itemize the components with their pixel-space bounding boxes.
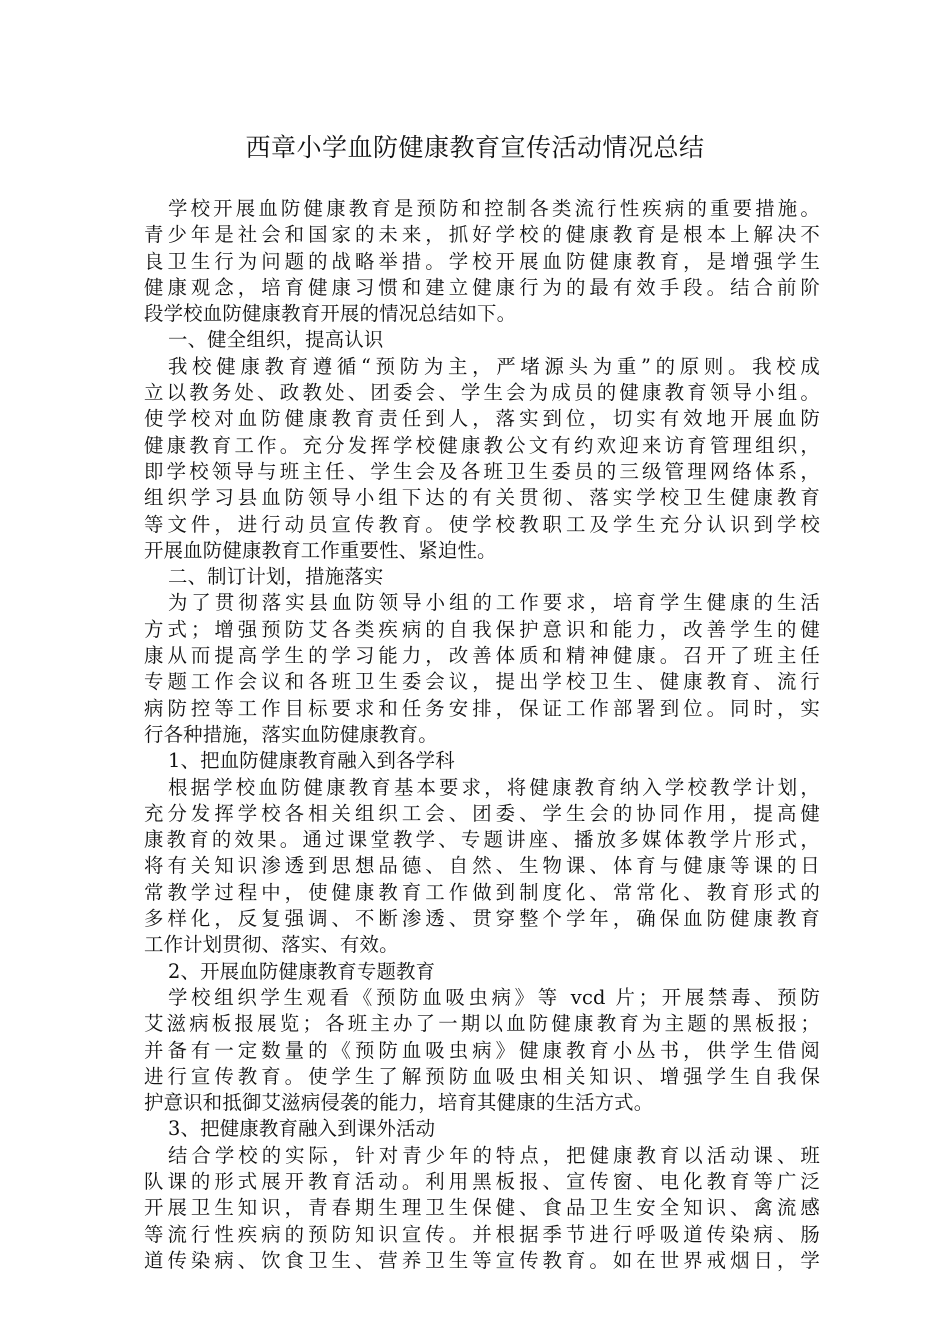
text-line: 段学校血防健康教育开展的情况总结如下。 [144,302,517,326]
document-title: 西章小学血防健康教育宣传活动情况总结 [245,133,705,162]
text-line: 为了贯彻落实县血防领导小组的工作要求，培育学生健康的生活 [168,591,820,615]
text-line: 艾滋病板报展览；各班主办了一期以血防健康教育为主题的黑板报； [144,1012,820,1036]
text-line: 康教育的效果。通过课堂教学、专题讲座、播放多媒体教学片形式， [144,828,820,852]
text-line: 病防控等工作目标要求和任务安排，保证工作部署到位。同时，实 [144,696,820,720]
text-line: 常教学过程中，使健康教育工作做到制度化、常常化、教育形式的 [144,880,820,904]
text-line: 行各种措施，落实血防健康教育。 [144,722,438,746]
text-line: 方式；增强预防艾各类疾病的自我保护意识和能力，改善学生的健 [144,617,820,641]
text-line: 队课的形式展开教育活动。利用黑板报、宣传窗、电化教育等广泛 [144,1169,820,1193]
text-line: 健康观念，培育健康习惯和建立健康行为的最有效手段。结合前阶 [144,275,820,299]
text-line: 结合学校的实际，针对青少年的特点，把健康教育以活动课、班 [168,1143,820,1167]
section-heading: 二、制订计划，措施落实 [168,565,384,589]
text-line: 组织学习县血防领导小组下达的有关贯彻、落实学校卫生健康教育 [144,486,820,510]
text-line: 康从而提高学生的学习能力，改善体质和精神健康。召开了班主任 [144,644,820,668]
text-line: 立以教务处、政教处、团委会、学生会为成员的健康教育领导小组。 [144,381,820,405]
text-line: 道传染病、饮食卫生、营养卫生等宣传教育。如在世界戒烟日，学 [144,1248,820,1272]
text-line: 进行宣传教育。使学生了解预防血吸虫相关知识、增强学生自我保 [144,1064,820,1088]
text-line: 并备有一定数量的《预防血吸虫病》健康教育小丛书，供学生借阅 [144,1038,820,1062]
subsection-heading: 2、开展血防健康教育专题教育 [168,959,436,983]
text-line: 学校组织学生观看《预防血吸虫病》等 vcd 片；开展禁毒、预防 [168,985,820,1009]
section-heading: 一、健全组织，提高认识 [168,328,384,352]
text-line: 专题工作会议和各班卫生委会议，提出学校卫生、健康教育、流行 [144,670,820,694]
text-line: 根据学校血防健康教育基本要求，将健康教育纳入学校教学计划， [168,775,820,799]
text-line: 护意识和抵御艾滋病侵袭的能力，培育其健康的生活方式。 [144,1091,654,1115]
text-line: 开展卫生知识，青春期生理卫生保健、食品卫生安全知识、禽流感 [144,1196,820,1220]
text-line: 等流行性疾病的预防知识宣传。并根据季节进行呼吸道传染病、肠 [144,1222,820,1246]
text-line: 我校健康教育遵循“预防为主，严堵源头为重”的原则。我校成 [168,354,820,378]
text-line: 工作计划贯彻、落实、有效。 [144,933,399,957]
text-line: 青少年是社会和国家的未来，抓好学校的健康教育是根本上解决不 [144,223,820,247]
text-line: 即学校领导与班主任、学生会及各班卫生委员的三级管理网络体系， [144,459,820,483]
text-line: 使学校对血防健康教育责任到人，落实到位，切实有效地开展血防 [144,407,820,431]
text-line: 多样化，反复强调、不断渗透、贯穿整个学年，确保血防健康教育 [144,907,820,931]
text-line: 充分发挥学校各相关组织工会、团委、学生会的协同作用，提高健 [144,801,820,825]
document-body [144,196,820,1274]
text-line: 将有关知识渗透到思想品德、自然、生物课、体育与健康等课的日 [144,854,820,878]
text-line: 等文件，进行动员宣传教育。使学校教职工及学生充分认识到学校 [144,512,820,536]
subsection-heading: 1、把血防健康教育融入到各学科 [168,749,455,773]
text-line: 开展血防健康教育工作重要性、紧迫性。 [144,538,497,562]
subsection-heading: 3、把健康教育融入到课外活动 [168,1117,436,1141]
text-line: 学校开展血防健康教育是预防和控制各类流行性疾病的重要措施。 [168,197,820,220]
text-line: 健康教育工作。充分发挥学校健康教公文有约欢迎来访育管理组织， [144,433,820,457]
text-line: 良卫生行为问题的战略举措。学校开展血防健康教育，是增强学生 [144,249,820,273]
